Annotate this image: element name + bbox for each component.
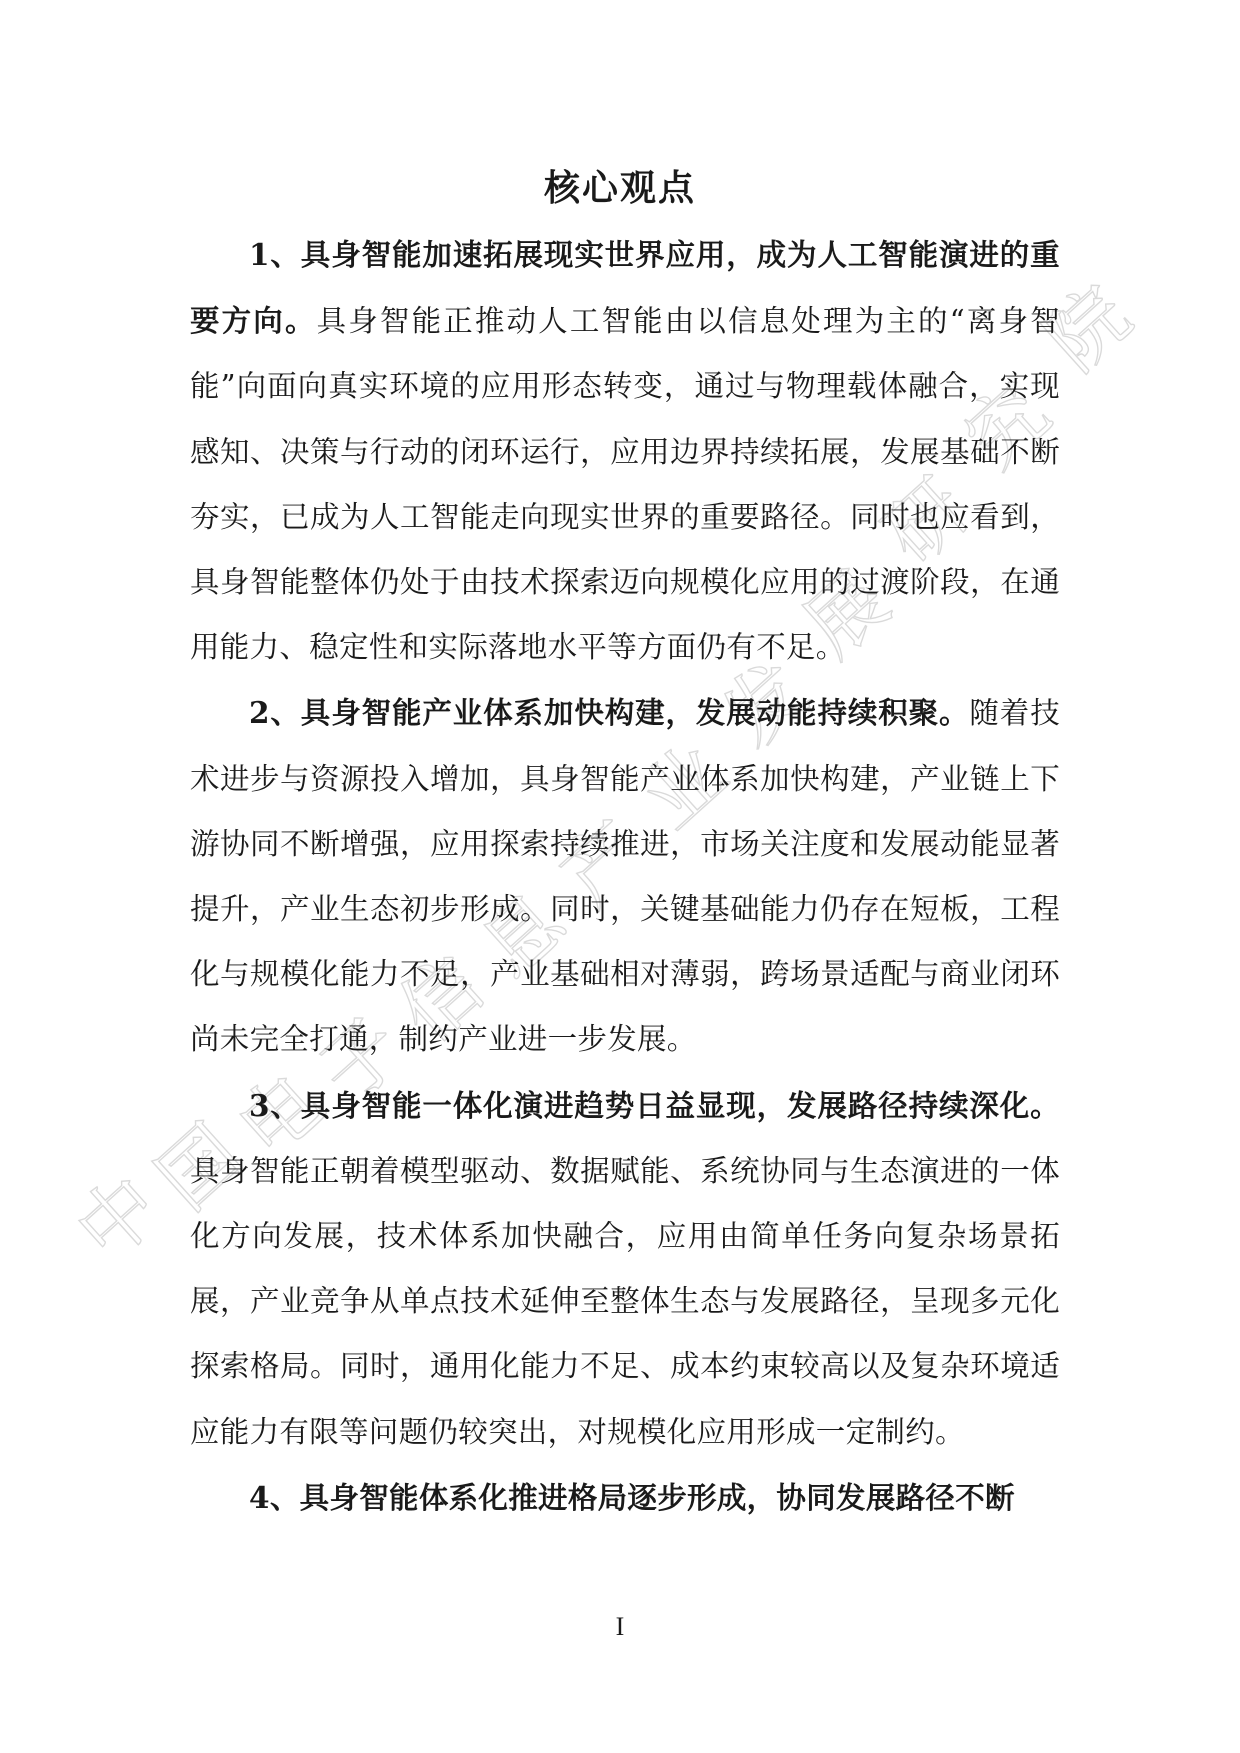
paragraph-2 xyxy=(190,680,1060,1072)
document-body xyxy=(190,222,1060,1531)
watermark-char: 发 xyxy=(706,644,825,764)
watermark-char: 信 xyxy=(383,940,502,1060)
paragraph-4 xyxy=(190,1465,1060,1531)
watermark-char: 院 xyxy=(1029,269,1149,389)
paragraph-1-lead: 1、具身智能加速拓展现实世界应用，成为人工智能演进的重要方向。 xyxy=(190,237,1060,339)
watermark-char: 国 xyxy=(140,1108,259,1228)
watermark-char: 业 xyxy=(625,727,744,847)
paragraph-3-lead: 3、具身智能一体化演进趋势日益显现，发展路径持续深化。 xyxy=(249,1087,1060,1123)
paragraph-3 xyxy=(190,1073,1060,1465)
watermark-char: 电 xyxy=(221,1056,340,1176)
page-number: I xyxy=(615,1612,625,1641)
watermark-char: 子 xyxy=(302,1000,421,1120)
watermark-char: 中 xyxy=(59,1159,179,1279)
paragraph-1 xyxy=(190,222,1060,680)
paragraph-2-body: 随着技术进步与资源投入增加，具身智能产业体系加快构建，产业链上下游协同不断增强，应用探索持续推进，市场关注度和发展动能显著提升，产业生态初步形成。同时，关键基础能力仍存在短板，工程化与规模化能力不足，产业基础相对薄弱，跨场景适配与商业闭环尚未完全打通，制约产业进一步发展。 xyxy=(190,696,1060,1057)
paragraph-2-lead: 2、具身智能产业体系加快构建，发展动能持续积聚。 xyxy=(249,695,970,731)
watermark-char: 研 xyxy=(868,462,987,582)
paragraph-1-body: 具身智能正推动人工智能由以信息处理为主的“离身智能”向面向真实环境的应用形态转变，通过与物理载体融合，实现感知、决策与行动的闭环运行，应用边界持续拓展，发展基础不断夯实，已成为人工智能走向现实世界的重要路径。同时也应看到，具身智能整体仍处于由技术探索迈向规模化应用的过渡阶段，在通用能力、稳定性和实际落地水平等方面仍有不足。 xyxy=(190,304,1060,665)
watermark-char: 展 xyxy=(787,555,906,675)
paragraph-4-lead: 4、具身智能体系化推进格局逐步形成，协同发展路径不断 xyxy=(249,1479,1015,1515)
watermark-char: 息 xyxy=(464,875,583,995)
paragraph-3-body: 具身智能正朝着模型驱动、数据赋能、系统协同与生态演进的一体化方向发展，技术体系加快融合，应用由简单任务向复杂场景拓展，产业竞争从单点技术延伸至整体生态与发展路径，呈现多元化探索格局。同时，通用化能力不足、成本约束较高以及复杂环境适应能力有限等问题仍较突出，对规模化应用形成一定制约。 xyxy=(190,1153,1060,1449)
watermark-char: 产 xyxy=(544,804,664,924)
page-title: 核心观点 xyxy=(543,168,696,209)
watermark-char: 究 xyxy=(949,366,1068,486)
